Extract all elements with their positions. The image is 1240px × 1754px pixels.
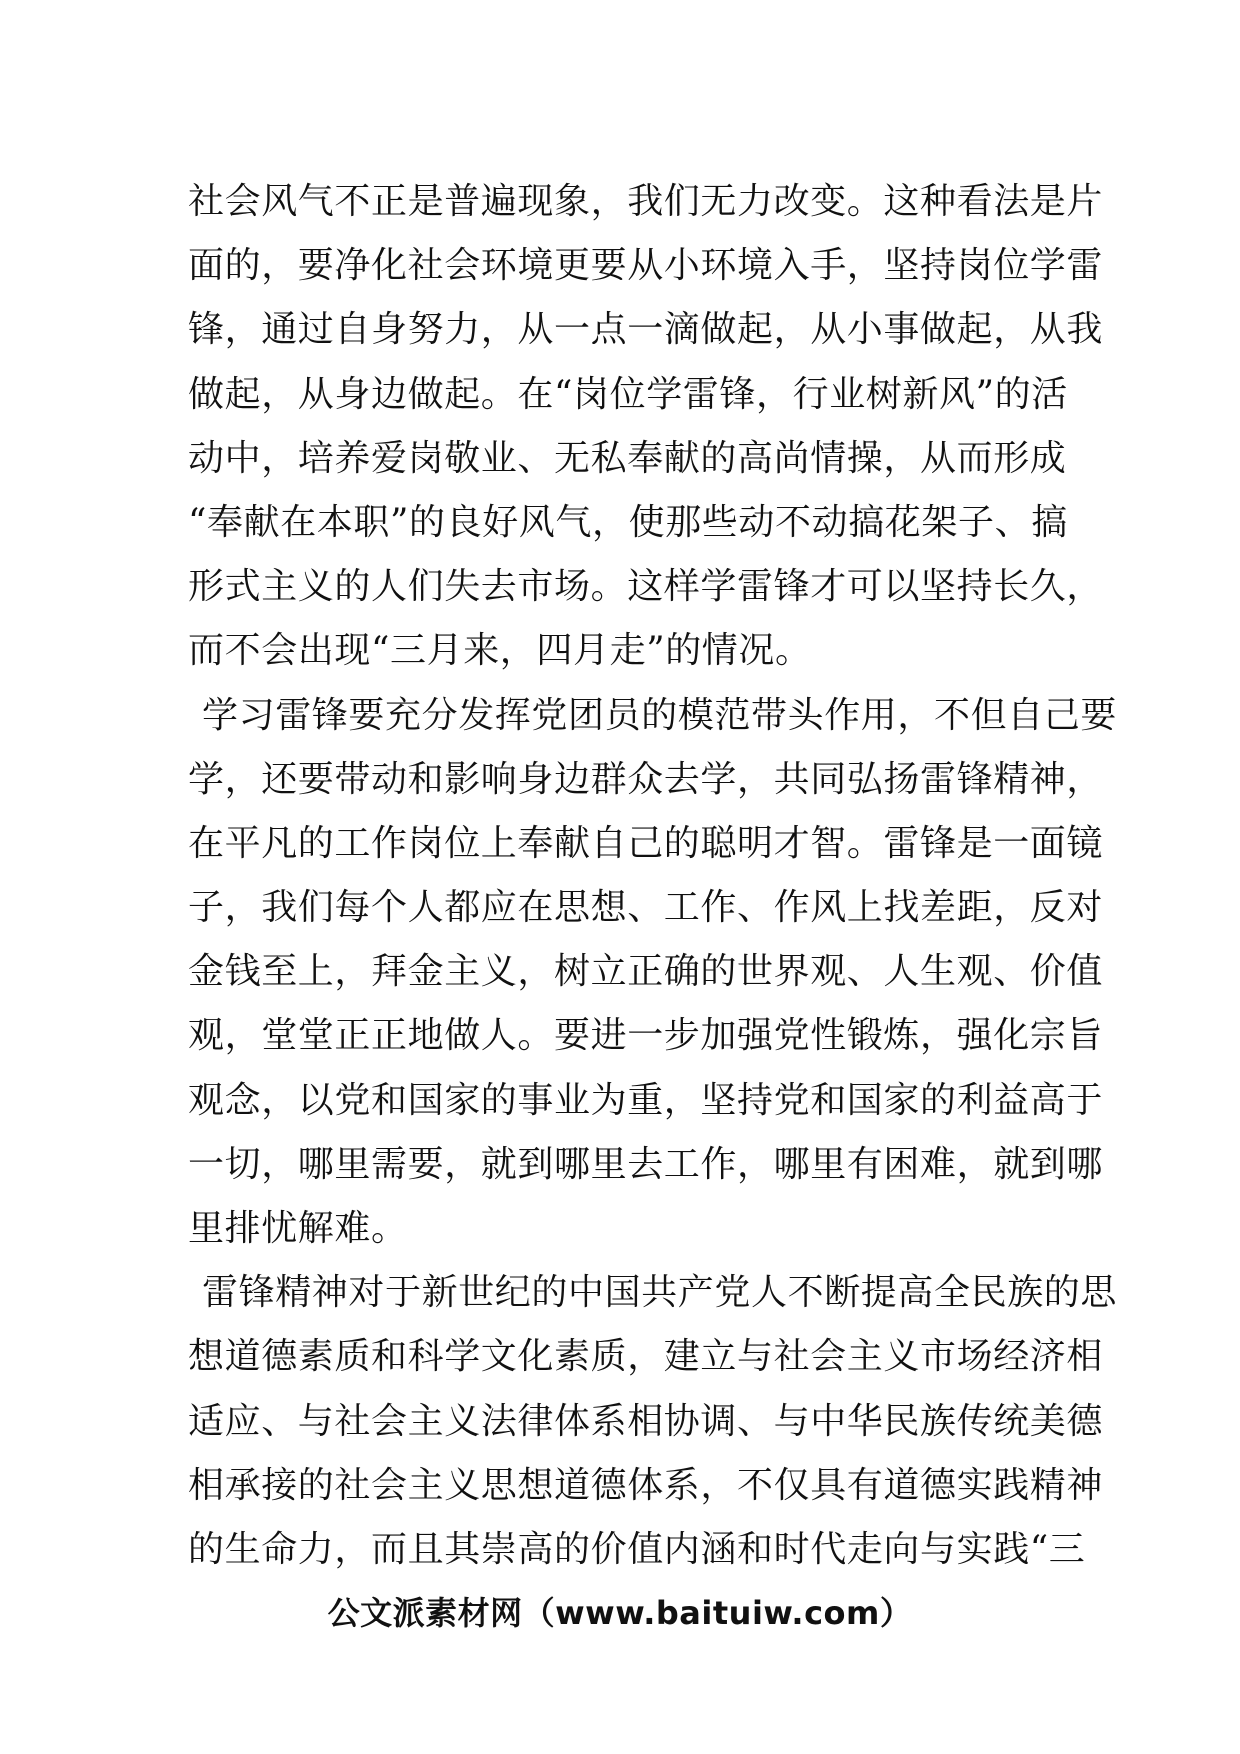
text-line: 而不会出现“三月来，四月走”的情况。: [188, 630, 812, 672]
text-line: 一切，哪里需要，就到哪里去工作，哪里有困难，就到哪: [188, 1143, 1104, 1185]
text-line: 学，还要带动和影响身边群众去学，共同弘扬雷锋精神，: [188, 758, 1104, 800]
text-line: 动中，培养爱岗敬业、无私奉献的高尚情操，从而形成: [188, 437, 1067, 479]
text-line: 适应、与社会主义法律体系相协调、与中华民族传统美德: [188, 1400, 1104, 1442]
text-line: “奉献在本职”的良好风气，使那些动不动搞花架子、搞: [188, 501, 1068, 543]
text-line: 想道德素质和科学文化素质，建立与社会主义市场经济相: [188, 1336, 1104, 1378]
text-line: 金钱至上，拜金主义，树立正确的世界观、人生观、价值: [188, 951, 1104, 993]
text-line: 的生命力，而且其崇高的价值内涵和时代走向与实践“三: [188, 1528, 1086, 1570]
paragraph-start-line: 学习雷锋要充分发挥党团员的模范带头作用，不但自己要: [202, 694, 1118, 736]
text-line: 做起，从身边做起。在“岗位学雷锋，行业树新风”的活: [188, 373, 1068, 415]
text-line: 锋，通过自身努力，从一点一滴做起，从小事做起，从我: [188, 309, 1104, 351]
text-line: 子，我们每个人都应在思想、工作、作风上找差距，反对: [188, 887, 1104, 929]
text-line: 形式主义的人们失去市场。这样学雷锋才可以坚持长久，: [188, 566, 1104, 608]
paragraph-start-line: 雷锋精神对于新世纪的中国共产党人不断提高全民族的思: [202, 1272, 1118, 1314]
text-line: 观念，以党和国家的事业为重，坚持党和国家的利益高于: [188, 1079, 1104, 1121]
footer-watermark-text: 公文派素材网（www.baituiw.com）: [327, 1594, 913, 1632]
text-line: 在平凡的工作岗位上奉献自己的聪明才智。雷锋是一面镜: [188, 822, 1104, 864]
document-body: [188, 170, 1118, 1582]
text-line: 社会风气不正是普遍现象，我们无力改变。这种看法是片: [188, 181, 1104, 222]
text-line: 面的，要净化社会环境更要从小环境入手，坚持岗位学雷: [188, 245, 1104, 287]
text-line: 相承接的社会主义思想道德体系，不仅具有道德实践精神: [188, 1464, 1104, 1506]
text-line: 里排忧解难。: [188, 1208, 408, 1249]
text-line: 观，堂堂正正地做人。要进一步加强党性锻炼，强化宗旨: [188, 1015, 1104, 1057]
